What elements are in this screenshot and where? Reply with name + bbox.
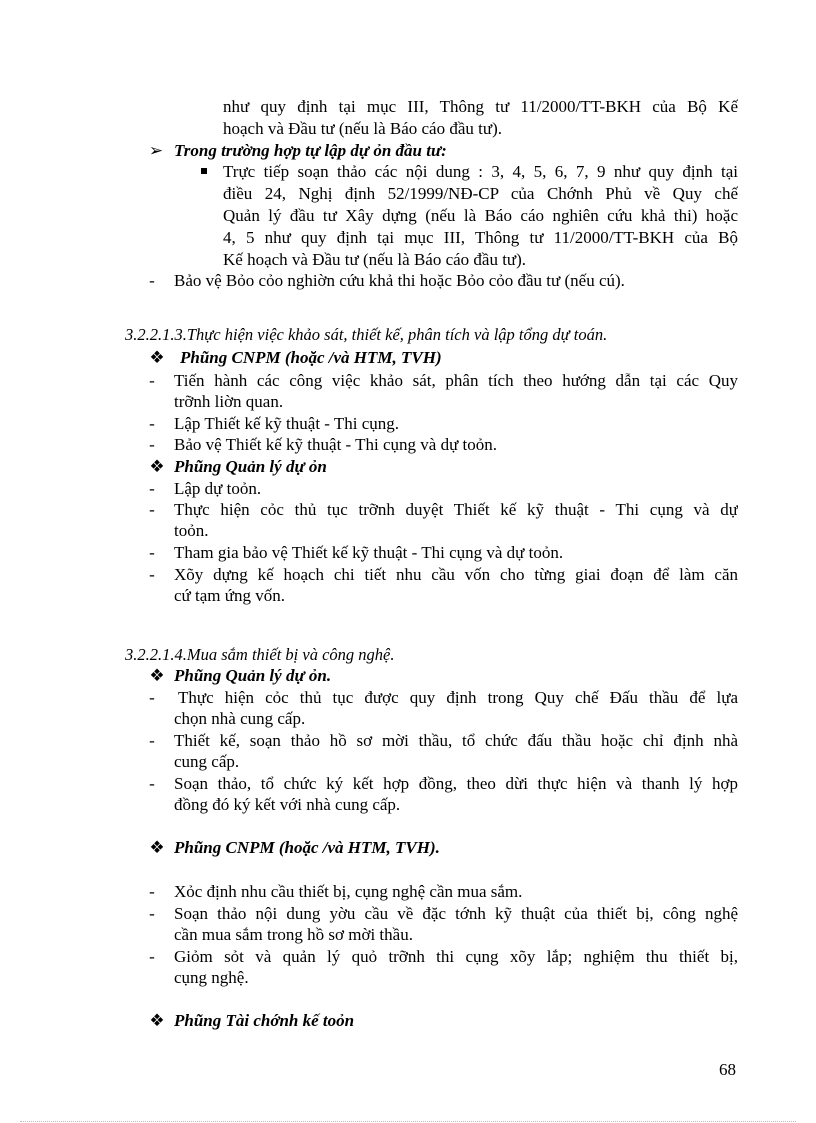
text-line: Trực tiếp soạn thảo các nội dung : 3, 4, 5, 6, 7, 9 như quy định tại [223,162,738,181]
text-line: Lập dự toỏn. [174,479,262,498]
dash-bullet: - [149,371,155,390]
text-line: Kế hoạch và Đầu tư (nếu là Báo cáo đầu tư). [223,250,527,269]
text-line: Soạn thảo, tổ chức ký kết hợp đồng, theo dừi thực hiện và thanh lý hợp [174,774,738,793]
text-line: Xõy dựng kế hoạch chi tiết nhu cầu vốn cho từng giai đoạn để làm căn [174,565,738,584]
text-line: cứ tạm ứng vốn. [174,586,285,605]
square-bullet-icon [201,168,207,174]
subheading: Phũng Tài chớnh kế toỏn [174,1011,355,1030]
text-line: hoạch và Đầu tư (nếu là Báo cáo đầu tư). [223,119,502,138]
dash-bullet: - [149,904,155,923]
text-line: điều 24, Nghị định 52/1999/NĐ-CP của Chớnh Phủ về Quy chế [223,184,738,203]
dash-bullet: - [149,543,155,562]
text-line: Soạn thảo nội dung yờu cầu về đặc tớnh kỹ thuật của thiết bị, công nghệ [174,904,738,923]
text-line: Quản lý đầu tư Xây dựng (nếu là Báo cáo nghiên cứu khả thi) hoặc [223,206,738,225]
text-line: toỏn. [174,521,209,540]
dash-bullet: - [149,882,155,901]
dash-bullet: - [149,774,155,793]
diamond-bullet-icon: ❖ [149,348,165,367]
dash-bullet: - [149,479,155,498]
text-line: 4, 5 như quy định tại mục III, Thông tư 11/2000/TT-BKH của Bộ [223,228,738,247]
text-line: Tham gia bảo vệ Thiết kế kỹ thuật - Thi cụng và dự toỏn. [174,543,564,562]
arrow-bullet-icon: ➢ [148,141,164,160]
text-line: đồng đó ký kết với nhà cung cấp. [174,795,401,814]
dash-bullet: - [149,565,155,584]
text-line: Bảo vệ Thiết kế kỹ thuật - Thi cụng và dự toỏn. [174,435,498,454]
page-number: 68 [719,1060,736,1079]
text-line: cung cấp. [174,752,240,771]
diamond-bullet-icon: ❖ [149,457,165,476]
diamond-bullet-icon: ❖ [149,666,165,685]
dash-bullet: - [149,500,155,519]
page-border [20,1121,796,1122]
dash-bullet: - [149,435,155,454]
dash-bullet: - [149,731,155,750]
text-line: cụng nghệ. [174,968,249,987]
diamond-bullet-icon: ❖ [149,1011,165,1030]
subheading: Phũng Quản lý dự ỏn [174,457,327,476]
text-line: chọn nhà cung cấp. [174,709,306,728]
text-line: Thực hiện cỏc thủ tục trỡnh duyệt Thiết kế kỹ thuật - Thi cụng và dự [174,500,738,519]
dash-bullet: - [149,688,155,707]
text-line: Thiết kế, soạn thảo hồ sơ mời thầu, tổ chức đấu thầu hoặc chỉ định nhà [174,731,738,750]
dash-bullet: - [149,414,155,433]
subheading: Phũng Quản lý dự ỏn. [174,666,332,685]
text-line: Tiến hành các công việc khảo sát, phân tích theo hướng dẫn tại các Quy [174,371,738,390]
subheading: Phũng CNPM (hoặc /và HTM, TVH) [180,348,442,367]
dash-bullet: - [149,271,155,290]
dash-bullet: - [149,947,155,966]
text-line: Giỏm sỏt và quản lý quỏ trỡnh thi cụng xõy lắp; nghiệm thu thiết bị, [174,947,738,966]
text-line: Lập Thiết kế kỹ thuật - Thi cụng. [174,414,400,433]
diamond-bullet-icon: ❖ [149,838,165,857]
text-line: Xỏc định nhu cầu thiết bị, cụng nghệ cần mua sắm. [174,882,523,901]
text-line: cần mua sắm trong hồ sơ mời thầu. [174,925,413,944]
text-line: như quy định tại mục III, Thông tư 11/2000/TT-BKH của Bộ Kế [223,97,738,116]
section-heading: 3.2.2.1.4.Mua sắm thiết bị và công nghệ. [125,645,395,664]
text-line: trỡnh liờn quan. [174,392,284,411]
section-heading: 3.2.2.1.3.Thực hiện việc khảo sát, thiết kế, phân tích và lập tổng dự toán. [125,325,608,344]
text-line: Thực hiện cỏc thủ tục được quy định trong Quy chế Đấu thầu để lựa [178,688,738,707]
subheading: Phũng CNPM (hoặc /và HTM, TVH). [174,838,440,857]
text-line: Bảo vệ Bỏo cỏo nghiờn cứu khả thi hoặc Bỏo cỏo đầu tư (nếu cú). [174,271,625,290]
subheading: Trong trường hợp tự lập dự ỏn đầu tư: [174,141,447,160]
